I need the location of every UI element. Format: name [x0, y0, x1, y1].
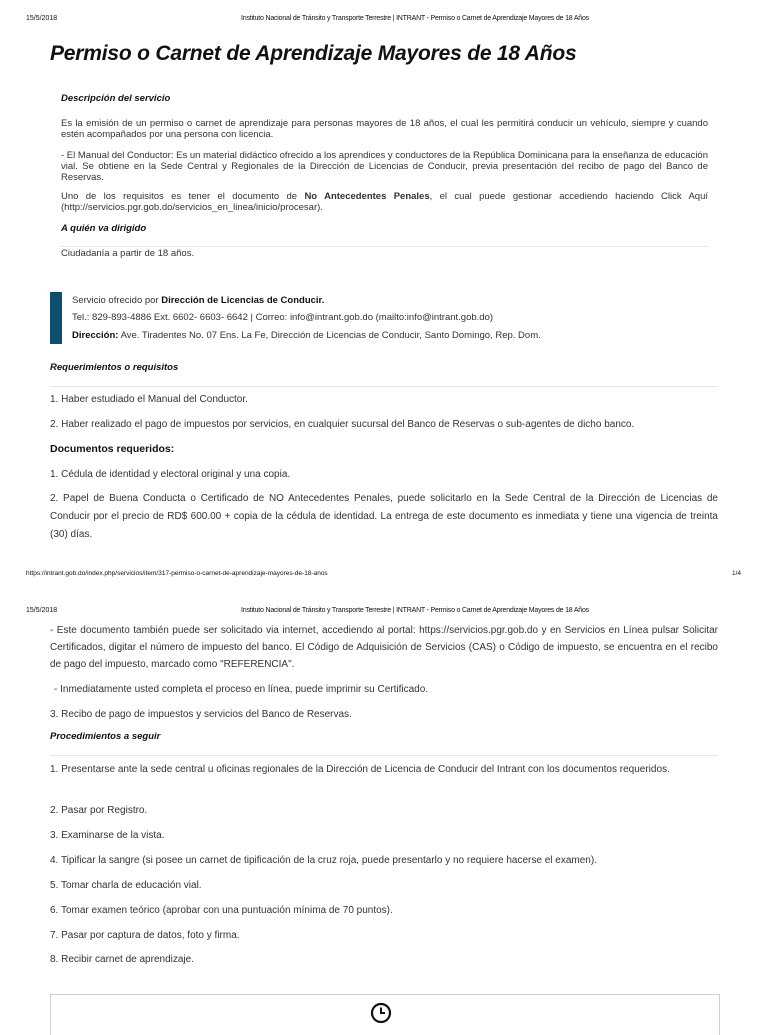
p3-text-before: Uno de los requisitos es tener el documento de	[61, 191, 305, 202]
dirigido-heading: A quién va dirigido	[61, 223, 147, 234]
procedimiento-7: 7. Pasar por captura de datos, foto y firma.	[50, 930, 240, 941]
p3-text-after[interactable]: , el cual puede gestionar accediendo haciendo Click Aquí (http://servicios.pgr.gob.do/servicios_en_linea/inicio/procesar).	[61, 191, 708, 213]
documento-1: 1. Cédula de identidad y electoral original y una copia.	[50, 469, 291, 480]
requisito-1: 1. Haber estudiado el Manual del Conductor.	[50, 394, 248, 405]
procedimiento-8: 8. Recibir carnet de aprendizaje.	[50, 954, 194, 965]
print-page-number: 1/4	[732, 570, 742, 577]
dirigido-text: Ciudadanía a partir de 18 años.	[61, 248, 195, 259]
procedimiento-2: 2. Pasar por Registro.	[50, 805, 148, 816]
service-accent-bar	[50, 292, 62, 344]
offered-by-name: Dirección de Licencias de Conducir.	[161, 295, 325, 306]
print-date: 15/5/2018	[26, 15, 58, 22]
requerimientos-heading: Requerimientos o requisitos	[50, 362, 179, 373]
divider	[50, 386, 718, 387]
requisito-2: 2. Haber realizado el pago de impuestos por servicios, en cualquier sucursal del Banco de Reservas o sub-agentes de dicho banco.	[50, 419, 635, 430]
page-title: Permiso o Carnet de Aprendizaje Mayores de 18 Años	[50, 42, 577, 65]
procedimiento-5: 5. Tomar charla de educación vial.	[50, 880, 202, 891]
print-header-title: Instituto Nacional de Tránsito y Transporte Terrestre | INTRANT - Permiso o Carnet de Aprendizaje Mayores de 18 Años	[241, 15, 589, 22]
clock-icon	[370, 1002, 392, 1024]
procedimiento-4: 4. Tipificar la sangre (si posee un carnet de tipificación de la cruz roja, puede presentarlo y no requiere hacerse el examen).	[50, 855, 597, 866]
service-address	[72, 330, 541, 341]
offered-prefix: Servicio ofrecido por	[72, 295, 162, 306]
documento-3: 3. Recibo de pago de impuestos y servicios del Banco de Reservas.	[50, 709, 352, 720]
documento-print-note: - Inmediatamente usted completa el proceso en línea, puede imprimir su Certificado.	[54, 684, 429, 695]
descripcion-heading: Descripción del servicio	[61, 93, 171, 104]
print-footer-url: https://intrant.gob.do/index.php/servicios/item/317-permiso-o-carnet-de-aprendizaje-mayores-de-18-anos	[26, 570, 328, 577]
procedimientos-heading: Procedimientos a seguir	[50, 731, 161, 742]
address-text: Ave. Tiradentes No. 07 Ens. La Fe, Dirección de Licencias de Conducir, Santo Domingo, Rep. Dom.	[118, 330, 541, 341]
service-offered-by	[72, 295, 324, 306]
procedimiento-1: 1. Presentarse ante la sede central u oficinas regionales de la Dirección de Licencia de Conducir del Intrant con los documentos requeridos.	[50, 764, 670, 775]
documento-2: 2. Papel de Buena Conducta o Certificado de NO Antecedentes Penales, puede solicitarlo en la Sede Central de la Dirección de Licencias de Conducir por el precio de RD$ 600.00 + copia de la cédula de identidad. La entrega de este documento es inmediata y tiene una vigencia de treinta (30) días.	[50, 493, 718, 540]
no-antecedentes-link-text[interactable]: No Antecedentes Penales	[304, 191, 430, 202]
print-date: 15/5/2018	[26, 607, 58, 614]
divider	[50, 755, 718, 756]
divider	[61, 246, 708, 247]
documento-online-note: - Este documento también puede ser solicitado via internet, accediendo al portal: https://servicios.pgr.gob.do y en Servicios en Línea pulsar Solicitar Certificados, digitar el número de impuesto del banco. El Código de Adquisición de Servicios (CAS) o Código de impuesto, se encuentra en el recibo de pago del impuesto, marcado como "REFERENCIA".	[50, 625, 718, 670]
service-contact[interactable]: Tel.: 829-893-4886 Ext. 6602- 6603- 6642 | Correo: info@intrant.gob.do (mailto:info@intrant.gob.do)	[72, 312, 494, 323]
descripcion-p1: Es la emisión de un permiso o carnet de aprendizaje para personas mayores de 18 años, el cual les permitirá conducir un vehículo, siempre y cuando estén acompañados por una persona con licencia.	[61, 118, 708, 140]
descripcion-p2: - El Manual del Conductor: Es un material didáctico ofrecido a los aprendices y conductores de la República Dominicana para la enseñanza de educación vial. Se obtiene en la Sede Central y Regionales de la Dirección de Licencias de Conducir, previa presentación del recibo de pago del Banco de Reservas.	[61, 150, 708, 183]
print-header-title: Instituto Nacional de Tránsito y Transporte Terrestre | INTRANT - Permiso o Carnet de Aprendizaje Mayores de 18 Años	[241, 607, 589, 614]
procedimiento-3: 3. Examinarse de la vista.	[50, 830, 165, 841]
descripcion-p3	[61, 191, 708, 213]
procedimiento-6: 6. Tomar examen teórico (aprobar con una puntuación mínima de 70 puntos).	[50, 905, 393, 916]
documentos-heading: Documentos requeridos:	[50, 443, 175, 455]
address-label: Dirección:	[72, 330, 119, 341]
